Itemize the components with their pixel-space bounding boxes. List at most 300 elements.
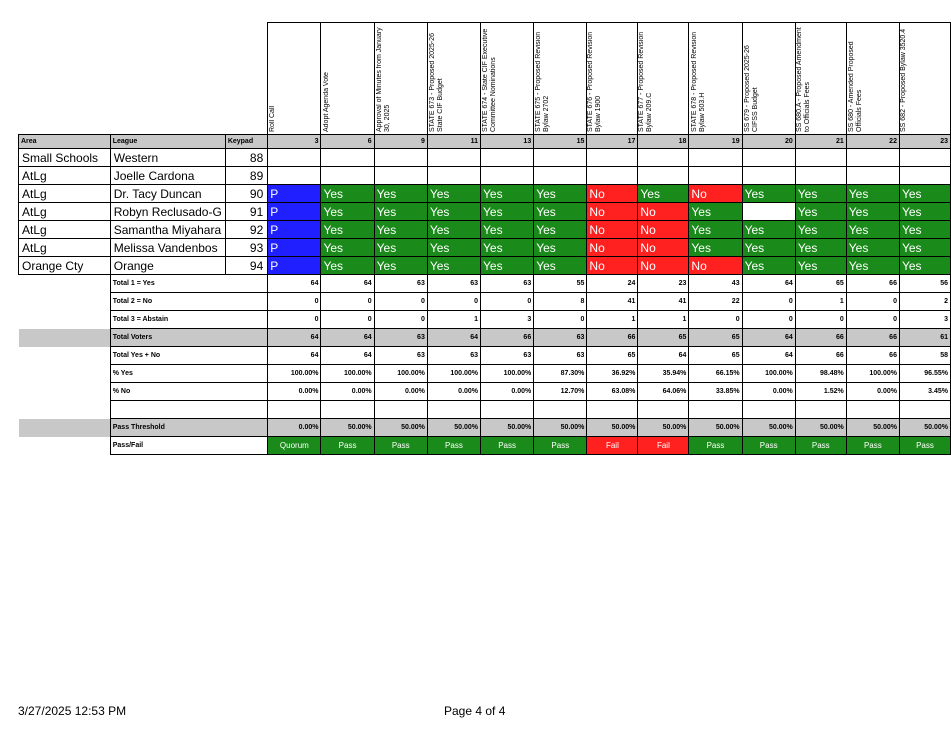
summary-row — [19, 419, 951, 437]
blank-cell — [19, 23, 111, 135]
summary-value: 0.00% — [846, 383, 899, 401]
motion-title: SS 680.A - Proposed Amendment to Officials Fees — [795, 27, 811, 132]
vote-cell: No — [587, 221, 638, 239]
summary-value: 96.55% — [899, 365, 950, 383]
summary-value: 64 — [742, 275, 795, 293]
summary-value: 2 — [899, 293, 950, 311]
summary-value: 1 — [795, 293, 846, 311]
voter-row — [19, 257, 951, 275]
vote-cell — [587, 167, 638, 185]
summary-row — [19, 365, 951, 383]
summary-label: Total Voters — [110, 329, 268, 347]
summary-value: 0 — [268, 293, 321, 311]
vote-cell — [638, 149, 689, 167]
vote-cell — [742, 167, 795, 185]
area-header: Area — [19, 135, 111, 149]
motion-title-cell — [268, 23, 321, 135]
summary-value: 64 — [742, 329, 795, 347]
summary-value: 50.00% — [846, 419, 899, 437]
vote-cell: Yes — [321, 203, 374, 221]
summary-value: 63 — [427, 275, 480, 293]
summary-label: Total Yes + No — [110, 347, 268, 365]
motion-keypad-number: 11 — [427, 135, 480, 149]
column-header-row — [19, 135, 951, 149]
summary-value: 61 — [899, 329, 950, 347]
summary-value: 65 — [795, 275, 846, 293]
vote-cell: Yes — [899, 239, 950, 257]
motion-keypad-number: 19 — [689, 135, 742, 149]
vote-cell: Yes — [481, 257, 534, 275]
vote-results-table — [18, 22, 951, 455]
summary-value: 0 — [795, 311, 846, 329]
summary-value: 66 — [481, 329, 534, 347]
summary-value: 66.15% — [689, 365, 742, 383]
motion-title: STATE 674 - State CIF Executive Committee Nominations — [482, 28, 498, 132]
pass-fail-result: Pass — [899, 437, 950, 455]
summary-value: 35.94% — [638, 365, 689, 383]
summary-value: 64 — [321, 347, 374, 365]
summary-value: 24 — [587, 275, 638, 293]
blank-cell — [19, 311, 111, 329]
area-cell: Small Schools — [19, 149, 111, 167]
motion-title: SS 679 - Proposed 2025-26 CIFSS Budget — [743, 45, 759, 132]
vote-cell — [899, 167, 950, 185]
vote-results-sheet — [18, 22, 951, 455]
vote-cell: P — [268, 239, 321, 257]
vote-cell: Yes — [795, 257, 846, 275]
summary-value: 63 — [534, 329, 587, 347]
summary-value: 66 — [795, 329, 846, 347]
vote-cell: Yes — [534, 257, 587, 275]
motion-keypad-number: 6 — [321, 135, 374, 149]
summary-value: 50.00% — [534, 419, 587, 437]
motion-title-cell — [374, 23, 427, 135]
summary-value — [374, 401, 427, 419]
motion-title: SS 682 - Proposed Bylaw 3520.4 — [899, 28, 907, 132]
summary-value: 3.45% — [899, 383, 950, 401]
summary-value: 0.00% — [268, 419, 321, 437]
summary-value — [587, 401, 638, 419]
keypad-cell: 92 — [225, 221, 267, 239]
vote-cell — [374, 167, 427, 185]
summary-value: 0 — [742, 293, 795, 311]
vote-cell: No — [638, 239, 689, 257]
vote-cell: Yes — [481, 203, 534, 221]
pass-fail-result: Quorum — [268, 437, 321, 455]
motion-title-cell — [427, 23, 480, 135]
pass-fail-result: Fail — [587, 437, 638, 455]
motion-title-cell — [534, 23, 587, 135]
motion-title-cell — [899, 23, 950, 135]
keypad-cell: 90 — [225, 185, 267, 203]
vote-cell: Yes — [321, 239, 374, 257]
vote-cell: Yes — [742, 239, 795, 257]
pass-fail-result: Pass — [321, 437, 374, 455]
motion-title-row — [19, 23, 951, 135]
summary-value: 0.00% — [321, 383, 374, 401]
motion-title-cell — [846, 23, 899, 135]
vote-cell: No — [587, 257, 638, 275]
motion-title-cell — [795, 23, 846, 135]
summary-row — [19, 329, 951, 347]
vote-cell: Yes — [689, 203, 742, 221]
summary-value: 66 — [795, 347, 846, 365]
vote-cell: Yes — [374, 221, 427, 239]
vote-cell — [427, 167, 480, 185]
keypad-cell: 89 — [225, 167, 267, 185]
summary-value: 56 — [899, 275, 950, 293]
summary-value: 50.00% — [638, 419, 689, 437]
vote-cell: No — [587, 239, 638, 257]
summary-value: 64 — [321, 329, 374, 347]
summary-value: 100.00% — [742, 365, 795, 383]
summary-label: Total 3 = Abstain — [110, 311, 268, 329]
vote-cell: Yes — [374, 185, 427, 203]
summary-value: 50.00% — [427, 419, 480, 437]
summary-value: 100.00% — [268, 365, 321, 383]
summary-value: 63 — [481, 275, 534, 293]
summary-value: 0 — [427, 293, 480, 311]
vote-cell: P — [268, 185, 321, 203]
summary-row — [19, 401, 951, 419]
vote-cell: Yes — [374, 203, 427, 221]
summary-value: 63 — [374, 329, 427, 347]
vote-cell: Yes — [481, 221, 534, 239]
summary-value: 36.92% — [587, 365, 638, 383]
pass-fail-label: Pass/Fail — [110, 437, 268, 455]
motion-title-cell — [638, 23, 689, 135]
vote-cell — [427, 149, 480, 167]
summary-value: 50.00% — [321, 419, 374, 437]
pass-fail-result: Fail — [638, 437, 689, 455]
summary-value: 100.00% — [481, 365, 534, 383]
summary-value: 87.30% — [534, 365, 587, 383]
area-cell: AtLg — [19, 185, 111, 203]
pass-fail-result: Pass — [427, 437, 480, 455]
vote-cell — [899, 149, 950, 167]
motion-title: Approval of Minutes from January 30, 2025 — [375, 27, 391, 132]
vote-cell — [268, 149, 321, 167]
motion-keypad-number: 13 — [481, 135, 534, 149]
summary-value: 64 — [427, 329, 480, 347]
blank-cell — [19, 365, 111, 383]
vote-cell: Yes — [427, 203, 480, 221]
summary-value: 0.00% — [742, 383, 795, 401]
summary-value: 0 — [374, 311, 427, 329]
league-header: League — [110, 135, 225, 149]
vote-cell: P — [268, 203, 321, 221]
summary-value: 1 — [638, 311, 689, 329]
summary-value: 64 — [321, 275, 374, 293]
summary-value — [268, 401, 321, 419]
blank-cell — [19, 401, 111, 419]
vote-cell: Yes — [846, 221, 899, 239]
blank-cell — [19, 275, 111, 293]
summary-value: 65 — [689, 347, 742, 365]
motion-keypad-number: 22 — [846, 135, 899, 149]
vote-cell: Yes — [689, 221, 742, 239]
summary-value: 0 — [742, 311, 795, 329]
summary-row — [19, 383, 951, 401]
summary-value: 66 — [846, 275, 899, 293]
area-cell: AtLg — [19, 167, 111, 185]
vote-cell — [689, 167, 742, 185]
vote-cell: Yes — [427, 221, 480, 239]
summary-label — [110, 401, 268, 419]
vote-cell — [268, 167, 321, 185]
summary-value: 64 — [268, 329, 321, 347]
motion-keypad-number: 17 — [587, 135, 638, 149]
summary-value: 1.52% — [795, 383, 846, 401]
summary-value: 41 — [638, 293, 689, 311]
summary-value: 63 — [534, 347, 587, 365]
vote-cell — [481, 167, 534, 185]
vote-cell: No — [587, 185, 638, 203]
summary-value: 65 — [689, 329, 742, 347]
league-cell: Dr. Tacy Duncan — [110, 185, 225, 203]
summary-value: 41 — [587, 293, 638, 311]
summary-value: 0.00% — [268, 383, 321, 401]
motion-title-cell — [742, 23, 795, 135]
vote-cell: Yes — [374, 257, 427, 275]
summary-label: Pass Threshold — [110, 419, 268, 437]
vote-cell: Yes — [742, 257, 795, 275]
summary-value: 50.00% — [481, 419, 534, 437]
summary-value: 66 — [587, 329, 638, 347]
motion-title-cell — [481, 23, 534, 135]
keypad-header: Keypad — [225, 135, 267, 149]
voter-row — [19, 221, 951, 239]
motion-keypad-number: 21 — [795, 135, 846, 149]
motion-title: STATE 673 - Proposed 2025-26 State CIF Budget — [428, 33, 444, 132]
vote-cell — [534, 167, 587, 185]
summary-value — [689, 401, 742, 419]
pass-fail-result: Pass — [795, 437, 846, 455]
voter-row — [19, 185, 951, 203]
vote-cell — [374, 149, 427, 167]
summary-value: 66 — [846, 329, 899, 347]
vote-cell: Yes — [689, 239, 742, 257]
blank-cell — [19, 293, 111, 311]
motion-keypad-number: 15 — [534, 135, 587, 149]
vote-cell: Yes — [534, 185, 587, 203]
vote-cell: Yes — [321, 221, 374, 239]
vote-cell: Yes — [899, 185, 950, 203]
vote-cell: Yes — [534, 203, 587, 221]
summary-value — [321, 401, 374, 419]
summary-value: 12.70% — [534, 383, 587, 401]
summary-value: 3 — [481, 311, 534, 329]
vote-cell: Yes — [534, 239, 587, 257]
summary-value: 22 — [689, 293, 742, 311]
motion-keypad-number: 3 — [268, 135, 321, 149]
vote-cell: Yes — [899, 257, 950, 275]
league-cell: Robyn Reclusado-G — [110, 203, 225, 221]
vote-cell — [846, 167, 899, 185]
vote-cell — [846, 149, 899, 167]
league-cell: Samantha Miyahara — [110, 221, 225, 239]
summary-value: 64.06% — [638, 383, 689, 401]
summary-value: 50.00% — [374, 419, 427, 437]
pass-fail-result: Pass — [689, 437, 742, 455]
summary-label: Total 2 = No — [110, 293, 268, 311]
voter-row — [19, 203, 951, 221]
vote-cell — [534, 149, 587, 167]
summary-value: 0.00% — [481, 383, 534, 401]
summary-value — [638, 401, 689, 419]
vote-cell: Yes — [321, 257, 374, 275]
summary-value: 63 — [374, 275, 427, 293]
summary-value — [427, 401, 480, 419]
vote-cell: Yes — [742, 221, 795, 239]
vote-cell: Yes — [846, 239, 899, 257]
print-timestamp: 3/27/2025 12:53 PM — [18, 704, 127, 718]
summary-value: 66 — [846, 347, 899, 365]
voter-row — [19, 239, 951, 257]
summary-value: 0 — [321, 293, 374, 311]
vote-cell — [742, 203, 795, 221]
vote-cell: Yes — [481, 185, 534, 203]
vote-cell: Yes — [899, 221, 950, 239]
vote-cell: Yes — [795, 185, 846, 203]
keypad-cell: 94 — [225, 257, 267, 275]
motion-keypad-number: 23 — [899, 135, 950, 149]
summary-value: 0 — [846, 311, 899, 329]
summary-value: 50.00% — [899, 419, 950, 437]
summary-value — [846, 401, 899, 419]
vote-cell — [795, 149, 846, 167]
vote-cell — [795, 167, 846, 185]
pass-fail-result: Pass — [374, 437, 427, 455]
summary-value: 3 — [899, 311, 950, 329]
vote-cell: No — [689, 257, 742, 275]
area-cell: AtLg — [19, 239, 111, 257]
summary-value: 64 — [268, 275, 321, 293]
vote-cell: Yes — [481, 239, 534, 257]
motion-title: STATE 676 - Proposed Revision Bylaw 1900 — [587, 31, 603, 132]
blank-cell — [19, 383, 111, 401]
summary-value: 65 — [638, 329, 689, 347]
motion-title: STATE 678 - Proposed Revision Bylaw 503.H — [690, 31, 706, 132]
vote-cell: Yes — [742, 185, 795, 203]
pass-fail-result: Pass — [481, 437, 534, 455]
vote-cell: Yes — [534, 221, 587, 239]
blank-cell — [19, 347, 111, 365]
vote-cell: Yes — [638, 185, 689, 203]
blank-cell — [19, 419, 111, 437]
summary-value: 0 — [268, 311, 321, 329]
summary-label: % No — [110, 383, 268, 401]
summary-value: 43 — [689, 275, 742, 293]
summary-value — [899, 401, 950, 419]
blank-cell — [19, 329, 111, 347]
summary-row — [19, 275, 951, 293]
vote-cell: Yes — [427, 257, 480, 275]
summary-value: 50.00% — [689, 419, 742, 437]
summary-value: 23 — [638, 275, 689, 293]
summary-value: 63 — [374, 347, 427, 365]
summary-value: 0 — [321, 311, 374, 329]
pass-fail-result: Pass — [846, 437, 899, 455]
vote-cell: Yes — [321, 185, 374, 203]
summary-value: 1 — [587, 311, 638, 329]
summary-value: 33.85% — [689, 383, 742, 401]
summary-value: 0.00% — [427, 383, 480, 401]
summary-row — [19, 347, 951, 365]
summary-label: % Yes — [110, 365, 268, 383]
league-cell: Orange — [110, 257, 225, 275]
summary-value: 100.00% — [374, 365, 427, 383]
summary-value — [534, 401, 587, 419]
summary-value — [742, 401, 795, 419]
voter-row — [19, 167, 951, 185]
summary-value: 58 — [899, 347, 950, 365]
keypad-cell: 91 — [225, 203, 267, 221]
motion-keypad-number: 18 — [638, 135, 689, 149]
area-cell: AtLg — [19, 221, 111, 239]
vote-cell: Yes — [795, 221, 846, 239]
summary-value: 0.00% — [374, 383, 427, 401]
vote-cell: No — [587, 203, 638, 221]
league-cell: Joelle Cardona — [110, 167, 225, 185]
motion-title: Adopt Agenda Vote — [322, 72, 330, 132]
vote-cell: Yes — [846, 185, 899, 203]
vote-cell — [689, 149, 742, 167]
summary-value: 100.00% — [427, 365, 480, 383]
motion-title-cell — [321, 23, 374, 135]
motion-title: Roll Call — [269, 105, 277, 132]
keypad-cell: 93 — [225, 239, 267, 257]
summary-value: 1 — [427, 311, 480, 329]
motion-title: STATE 675 - Proposed Revision Bylaw 2702 — [535, 31, 551, 132]
summary-value: 50.00% — [587, 419, 638, 437]
vote-cell: No — [689, 185, 742, 203]
summary-row — [19, 311, 951, 329]
blank-cell — [19, 437, 111, 455]
vote-cell — [587, 149, 638, 167]
summary-value: 0 — [374, 293, 427, 311]
blank-cell — [225, 23, 267, 135]
vote-cell: Yes — [846, 203, 899, 221]
vote-cell: No — [638, 257, 689, 275]
summary-row — [19, 293, 951, 311]
summary-value: 64 — [742, 347, 795, 365]
vote-cell: No — [638, 221, 689, 239]
vote-cell — [742, 149, 795, 167]
vote-cell — [321, 167, 374, 185]
summary-value: 63 — [427, 347, 480, 365]
summary-value: 50.00% — [742, 419, 795, 437]
pass-fail-result: Pass — [534, 437, 587, 455]
motion-title-cell — [587, 23, 638, 135]
summary-value: 8 — [534, 293, 587, 311]
summary-value: 0 — [481, 293, 534, 311]
summary-value: 63.08% — [587, 383, 638, 401]
pass-fail-row — [19, 437, 951, 455]
vote-cell: Yes — [899, 203, 950, 221]
vote-cell: No — [638, 203, 689, 221]
area-cell: Orange Cty — [19, 257, 111, 275]
summary-value: 63 — [481, 347, 534, 365]
vote-cell — [481, 149, 534, 167]
vote-cell: Yes — [795, 239, 846, 257]
keypad-cell: 88 — [225, 149, 267, 167]
summary-value: 50.00% — [795, 419, 846, 437]
vote-cell — [321, 149, 374, 167]
vote-cell: Yes — [846, 257, 899, 275]
summary-value: 98.48% — [795, 365, 846, 383]
summary-value: 0 — [534, 311, 587, 329]
